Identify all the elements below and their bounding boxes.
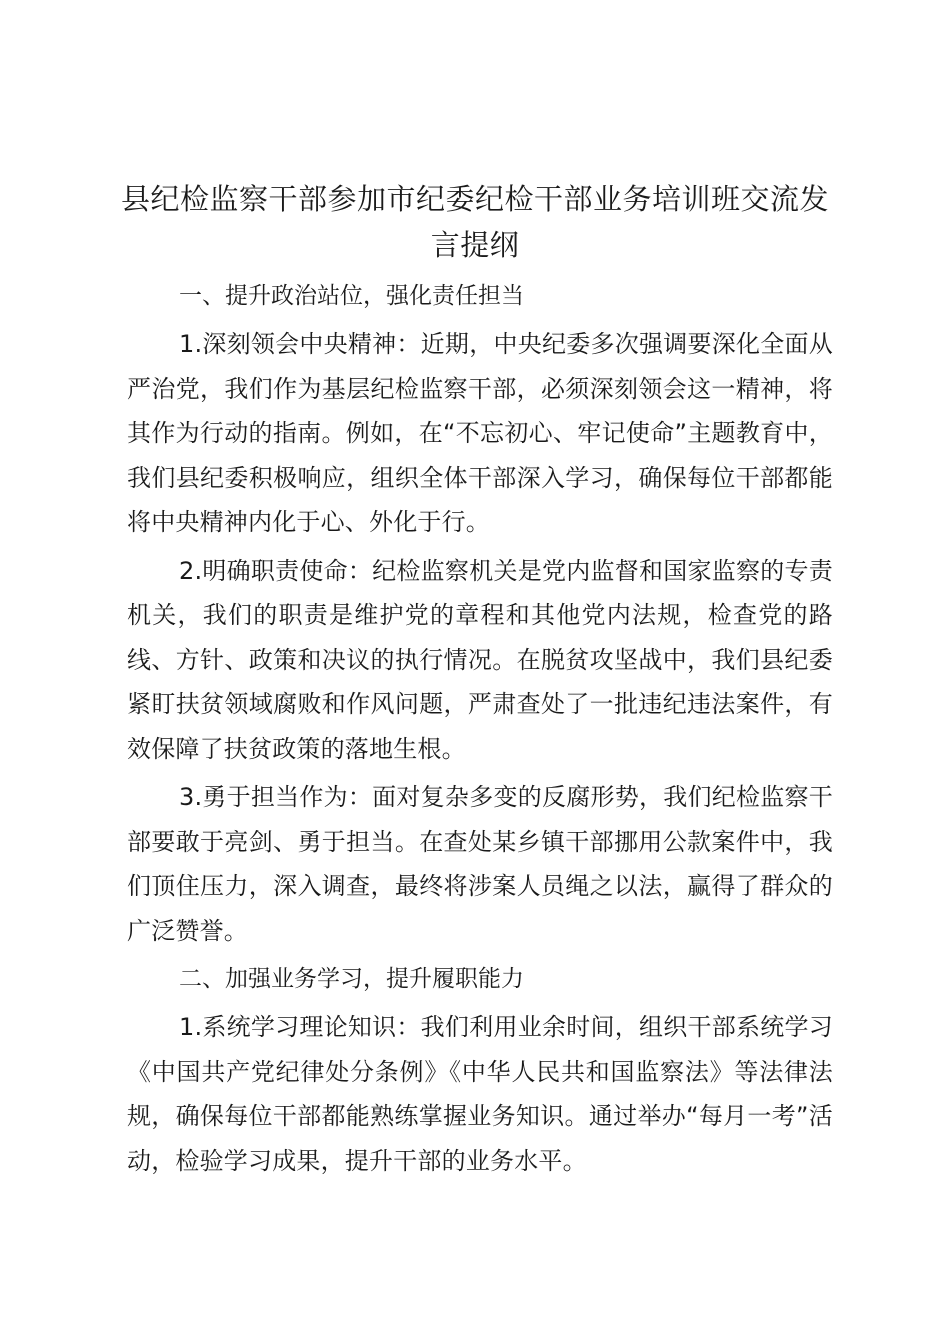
paragraph: 2.明确职责使命：纪检监察机关是党内监督和国家监察的专责机关，我们的职责是维护党的章程和其他党内法规，检查党的路线、方针、政策和决议的执行情况。在脱贫攻坚战中，我们县纪委紧盯扶贫领域腐败和作风问题，严肃查处了一批违纪违法案件，有效保障了扶贫政策的落地生根。	[127, 556, 833, 763]
paragraph: 3.勇于担当作为：面对复杂多变的反腐形势，我们纪检监察干部要敢于亮剑、勇于担当。在查处某乡镇干部挪用公款案件中，我们顶住压力，深入调查，最终将涉案人员绳之以法，赢得了群众的广泛赞誉。	[127, 783, 833, 945]
section-heading: 一、提升政治站位，强化责任担当	[179, 283, 524, 309]
paragraph: 1.系统学习理论知识：我们利用业余时间，组织干部系统学习《中国共产党纪律处分条例》《中华人民共和国监察法》等法律法规，确保每位干部都能熟练掌握业务知识。通过举办“每月一考”活动，检验学习成果，提升干部的业务水平。	[127, 1013, 833, 1175]
section-2	[127, 957, 833, 1183]
document-title: 县纪检监察干部参加市纪委纪检干部业务培训班交流发言提纲	[120, 182, 829, 262]
document-body	[127, 274, 833, 1187]
section-heading: 二、加强业务学习，提升履职能力	[179, 966, 524, 992]
section-1	[127, 274, 833, 953]
paragraph: 1.深刻领会中央精神：近期，中央纪委多次强调要深化全面从严治党，我们作为基层纪检监察干部，必须深刻领会这一精神，将其作为行动的指南。例如，在“不忘初心、牢记使命”主题教育中，我们县纪委积极响应，组织全体干部深入学习，确保每位干部都能将中央精神内化于心、外化于行。	[127, 330, 833, 536]
